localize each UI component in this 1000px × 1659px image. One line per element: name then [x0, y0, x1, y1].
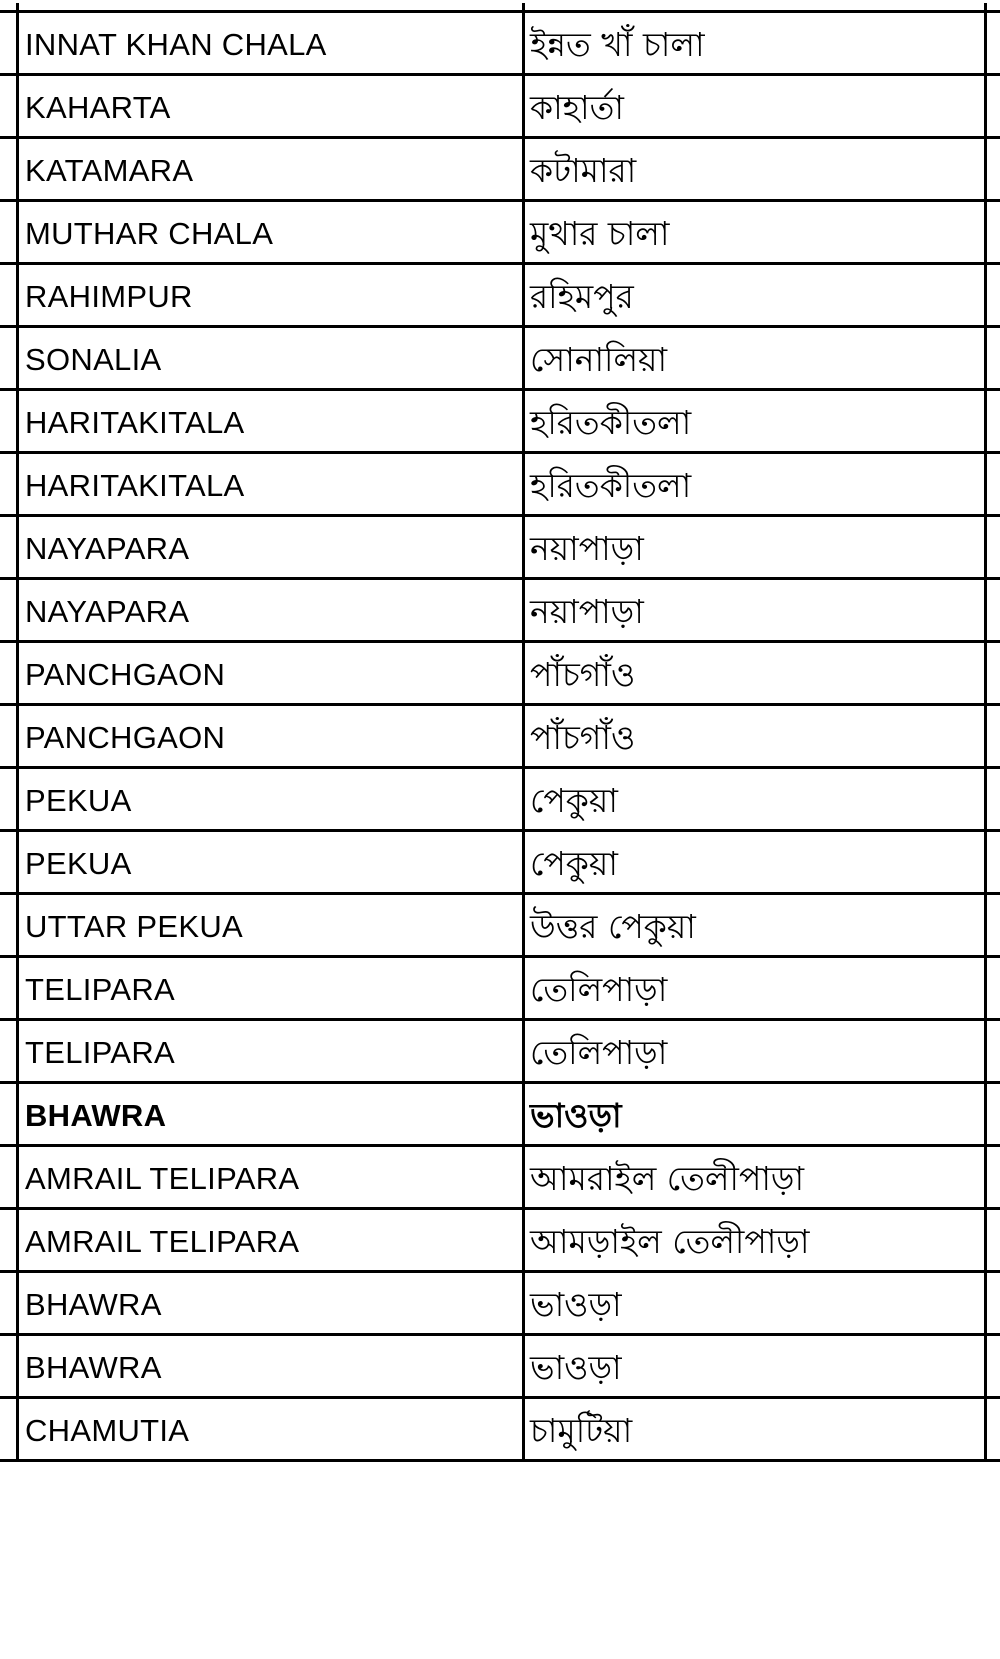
- english-name-cell: MUTHAR CHALA: [25, 216, 274, 251]
- bengali-name-cell: পেকুয়া: [530, 781, 618, 820]
- table-row: [0, 895, 1000, 958]
- english-name-cell: UTTAR PEKUA: [25, 909, 244, 944]
- column-rule: [984, 1336, 987, 1399]
- english-name-cell: TELIPARA: [25, 1035, 175, 1070]
- table-row: [0, 580, 1000, 643]
- column-rule: [984, 328, 987, 391]
- english-name-cell: INNAT KHAN CHALA: [25, 27, 327, 62]
- english-name-cell: RAHIMPUR: [25, 279, 193, 314]
- english-name-cell: PEKUA: [25, 783, 132, 818]
- column-rule: [984, 1021, 987, 1084]
- column-rule: [984, 958, 987, 1021]
- column-rule: [984, 769, 987, 832]
- table-row: [0, 832, 1000, 895]
- column-rule: [984, 643, 987, 706]
- bengali-name-cell: ভাওড়া: [530, 1096, 622, 1135]
- bengali-name-cell: উত্তর পেকুয়া: [530, 907, 696, 946]
- column-rule: [984, 454, 987, 517]
- english-name-cell: BHAWRA: [25, 1098, 167, 1133]
- bengali-name-cell: নয়াপাড়া: [530, 592, 644, 631]
- table-row: [0, 391, 1000, 454]
- column-rule: [984, 202, 987, 265]
- column-rule: [984, 1399, 987, 1462]
- english-name-cell: PANCHGAON: [25, 720, 226, 755]
- column-rule: [984, 517, 987, 580]
- table-row: [0, 1399, 1000, 1462]
- column-rule: [984, 895, 987, 958]
- column-rule: [984, 706, 987, 769]
- bengali-name-cell: হরিতকীতলা: [530, 403, 692, 442]
- english-name-cell: BHAWRA: [25, 1287, 162, 1322]
- english-name-cell: TELIPARA: [25, 972, 175, 1007]
- table-row: [0, 454, 1000, 517]
- table-row: [0, 1147, 1000, 1210]
- table-row: [0, 328, 1000, 391]
- english-name-cell: CHAMUTIA: [25, 1413, 190, 1448]
- english-name-cell: KATAMARA: [25, 153, 194, 188]
- english-name-cell: AMRAIL TELIPARA: [25, 1224, 300, 1259]
- bengali-name-cell: ভাওড়া: [530, 1285, 622, 1324]
- table-row: [0, 706, 1000, 769]
- bengali-name-cell: পাঁচগাঁও: [530, 655, 636, 694]
- table-row: [0, 958, 1000, 1021]
- table-row: [0, 139, 1000, 202]
- english-name-cell: PEKUA: [25, 846, 132, 881]
- column-rule: [984, 832, 987, 895]
- bengali-name-cell: আমড়াইল তেলীপাড়া: [530, 1222, 810, 1261]
- column-rule: [984, 1147, 987, 1210]
- english-name-cell: NAYAPARA: [25, 531, 190, 566]
- english-name-cell: BHAWRA: [25, 1350, 162, 1385]
- english-name-cell: KAHARTA: [25, 90, 171, 125]
- table-row: [0, 1084, 1000, 1147]
- bengali-name-cell: সোনালিয়া: [530, 340, 668, 379]
- english-name-cell: NAYAPARA: [25, 594, 190, 629]
- bengali-name-cell: কটামারা: [530, 151, 637, 190]
- table-row: [0, 1210, 1000, 1273]
- column-rule: [984, 139, 987, 202]
- table-row: [0, 769, 1000, 832]
- bengali-name-cell: পাঁচগাঁও: [530, 718, 636, 757]
- bengali-name-cell: পেকুয়া: [530, 844, 618, 883]
- cut-off-row-edge: [0, 3, 1000, 13]
- english-name-cell: HARITAKITALA: [25, 468, 245, 503]
- table-row: [0, 1336, 1000, 1399]
- column-rule: [984, 580, 987, 643]
- bengali-name-cell: তেলিপাড়া: [530, 970, 668, 1009]
- english-name-cell: PANCHGAON: [25, 657, 226, 692]
- bengali-name-cell: ইন্নত খাঁ চালা: [530, 25, 705, 64]
- column-rule: [984, 391, 987, 454]
- table-row: [0, 13, 1000, 76]
- english-name-cell: AMRAIL TELIPARA: [25, 1161, 300, 1196]
- table-row: [0, 76, 1000, 139]
- column-rule: [984, 76, 987, 139]
- bengali-name-cell: রহিমপুর: [530, 277, 634, 316]
- column-rule: [16, 3, 19, 13]
- table-row: [0, 265, 1000, 328]
- english-name-cell: SONALIA: [25, 342, 162, 377]
- bengali-name-cell: হরিতকীতলা: [530, 466, 692, 505]
- table-row: [0, 517, 1000, 580]
- column-rule: [984, 1273, 987, 1336]
- village-name-table: [0, 10, 1000, 1462]
- column-rule: [984, 1084, 987, 1147]
- column-rule: [984, 3, 987, 13]
- english-name-cell: HARITAKITALA: [25, 405, 245, 440]
- column-rule: [984, 13, 987, 76]
- bengali-name-cell: চামুটিয়া: [530, 1411, 633, 1450]
- column-rule: [984, 265, 987, 328]
- table-row: [0, 202, 1000, 265]
- bengali-name-cell: কাহার্তা: [530, 88, 624, 127]
- bengali-name-cell: আমরাইল তেলীপাড়া: [530, 1159, 805, 1198]
- table-row: [0, 643, 1000, 706]
- table-row: [0, 1021, 1000, 1084]
- bengali-name-cell: তেলিপাড়া: [530, 1033, 668, 1072]
- column-rule: [984, 1210, 987, 1273]
- bengali-name-cell: মুথার চালা: [530, 214, 670, 253]
- bengali-name-cell: নয়াপাড়া: [530, 529, 644, 568]
- column-rule: [522, 3, 525, 13]
- table-row: [0, 1273, 1000, 1336]
- bengali-name-cell: ভাওড়া: [530, 1348, 622, 1387]
